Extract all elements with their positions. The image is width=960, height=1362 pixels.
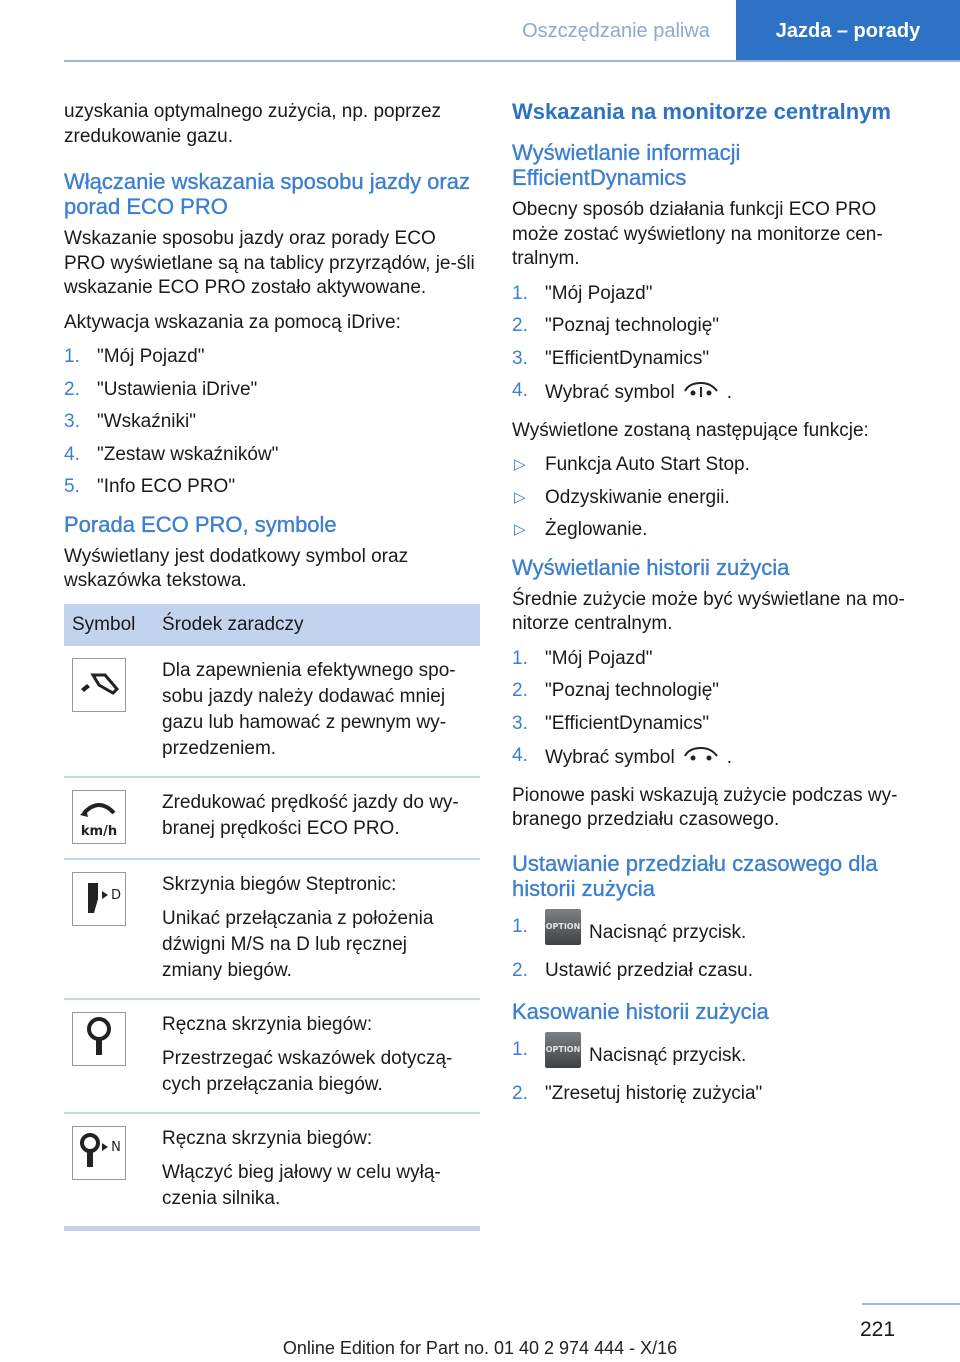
header-section-tab[interactable] bbox=[496, 0, 736, 62]
history-text: Średnie zużycie może być wyświetlane na mo-nitorze centralnym. bbox=[512, 588, 905, 634]
gear-letter-label: N bbox=[111, 1139, 121, 1155]
list-item: 5. "Info ECO PRO" bbox=[64, 476, 236, 497]
list-item: 2. Ustawić przedział czasu. bbox=[512, 959, 754, 981]
table-row bbox=[64, 999, 480, 1113]
delete-steps bbox=[512, 1038, 920, 1107]
table-row bbox=[64, 859, 480, 999]
footer-rule bbox=[862, 1303, 960, 1305]
table-header bbox=[64, 604, 480, 646]
speed-unit-label: km/h bbox=[80, 823, 118, 839]
column-header-remedy: Środek zaradczy bbox=[154, 604, 480, 646]
efficient-dynamics-icon bbox=[681, 379, 721, 407]
table-row bbox=[64, 1113, 480, 1229]
bars-text: Pionowe paski wskazują zużycie podczas wy-branego przedziału czasowego. bbox=[512, 784, 898, 830]
interval-steps bbox=[512, 915, 920, 984]
function-list bbox=[512, 453, 920, 543]
heading-info: Wyświetlanie informacji EfficientDynamics bbox=[512, 140, 741, 190]
list-item: 1. "Mój Pojazd" bbox=[64, 346, 205, 367]
remedy-text: Zredukować prędkość jazdy do wy-branej prędkości ECO PRO. bbox=[162, 791, 459, 839]
remedy-text: Unikać przełączania z położenia dźwigni M/S na D lub ręcznej zmiany biegów. bbox=[162, 907, 434, 981]
steptronic-icon bbox=[72, 872, 126, 926]
speed-reduce-icon bbox=[72, 790, 126, 844]
table-row bbox=[64, 777, 480, 859]
column-header-symbol: Symbol bbox=[64, 604, 154, 646]
left-column bbox=[64, 100, 480, 1231]
gear-letter-label: D bbox=[110, 887, 122, 903]
right-column bbox=[512, 100, 920, 1119]
remedy-text: Dla zapewnienia efektywnego spo-sobu jazdy należy dodawać mniej gazu lub hamować z pewnym wy-przedzeniem. bbox=[162, 659, 456, 759]
edition-footer: Online Edition for Part no. 01 40 2 974 444 - X/16 bbox=[282, 1338, 678, 1358]
activation-steps bbox=[64, 345, 480, 500]
idrive-text: Aktywacja wskazania za pomocą iDrive: bbox=[64, 311, 401, 333]
history-steps bbox=[512, 647, 920, 772]
list-item: 1. "Mój Pojazd" bbox=[512, 282, 653, 304]
heading-tips: Porada ECO PRO, symbole bbox=[64, 511, 337, 537]
list-item: 3. "EfficientDynamics" bbox=[512, 712, 710, 734]
consumption-history-icon bbox=[681, 744, 721, 772]
list-item: ▷ Żeglowanie. bbox=[514, 519, 648, 540]
list-item: 2. "Ustawienia iDrive" bbox=[64, 378, 258, 400]
neutral-gear-icon bbox=[72, 1126, 126, 1180]
header-rule bbox=[64, 60, 960, 62]
header-chapter-tab[interactable] bbox=[736, 0, 960, 62]
page-number: 221 bbox=[860, 1318, 896, 1341]
heading-delete: Kasowanie historii zużycia bbox=[512, 999, 769, 1024]
option-button-icon: OPTION bbox=[545, 1032, 581, 1068]
remedy-text: Ręczna skrzynia biegów: bbox=[162, 1013, 373, 1035]
info-text: Obecny sposób działania funkcji ECO PRO może zostać wyświetlony na monitorze cen-tralnym. bbox=[512, 199, 883, 269]
list-item: 4. Wybrać symbol . bbox=[512, 744, 920, 772]
remedy-text: Przestrzegać wskazówek dotyczą-cych przełączania biegów. bbox=[162, 1047, 453, 1095]
list-item: ▷ Funkcja Auto Start Stop. bbox=[514, 454, 750, 475]
activate-text: Wskazanie sposobu jazdy oraz porady ECO PRO wyświetlane są na tablicy przyrządów, je-śli wskazanie ECO PRO zostało aktywowane. bbox=[64, 228, 475, 298]
intro-text: uzyskania optymalnego zużycia, np. poprzez zredukowanie gazu. bbox=[64, 101, 442, 147]
heading-history: Wyświetlanie historii zużycia bbox=[512, 554, 790, 580]
list-item: 2. "Poznaj technologię" bbox=[512, 680, 720, 701]
option-button-icon: OPTION bbox=[545, 909, 581, 945]
tips-text: Wyświetlany jest dodatkowy symbol oraz wskazówka tekstowa. bbox=[64, 545, 409, 591]
list-item: 2. "Zresetuj historię zużycia" bbox=[512, 1083, 763, 1104]
info-steps bbox=[512, 282, 920, 407]
table-row bbox=[64, 646, 480, 777]
heading-activate: Włączanie wskazania sposobu jazdy oraz porad ECO PRO bbox=[64, 169, 470, 219]
list-item: 4. Wybrać symbol . bbox=[512, 379, 920, 407]
list-item: 1. "Mój Pojazd" bbox=[512, 647, 653, 669]
list-item: 3. "EfficientDynamics" bbox=[512, 347, 710, 369]
list-item: 2. "Poznaj technologię" bbox=[512, 315, 720, 336]
functions-text: Wyświetlone zostaną następujące funkcje: bbox=[512, 419, 869, 441]
heading-monitor: Wskazania na monitorze centralnym bbox=[512, 99, 891, 124]
remedy-text: Skrzynia biegów Steptronic: bbox=[162, 873, 397, 895]
list-item: 1. OPTION Nacisnąć przycisk. bbox=[512, 915, 920, 951]
remedy-text: Ręczna skrzynia biegów: bbox=[162, 1127, 373, 1149]
list-item: 4. "Zestaw wskaźników" bbox=[64, 443, 279, 465]
gear-lever-icon bbox=[72, 1012, 126, 1066]
list-item: ▷ Odzyskiwanie energii. bbox=[514, 486, 730, 508]
symbol-table bbox=[64, 604, 480, 1231]
list-item: 1. OPTION Nacisnąć przycisk. bbox=[512, 1038, 920, 1074]
header-chapter-label: Jazda – porady bbox=[775, 19, 921, 42]
remedy-text: Włączyć bieg jałowy w celu wyłą-czenia silnika. bbox=[162, 1161, 441, 1209]
header-section-label: Oszczędzanie paliwa bbox=[522, 19, 710, 42]
pedal-foot-icon bbox=[72, 658, 126, 712]
heading-interval: Ustawianie przedziału czasowego dla historii zużycia bbox=[512, 850, 878, 901]
list-item: 3. "Wskaźniki" bbox=[64, 411, 196, 432]
